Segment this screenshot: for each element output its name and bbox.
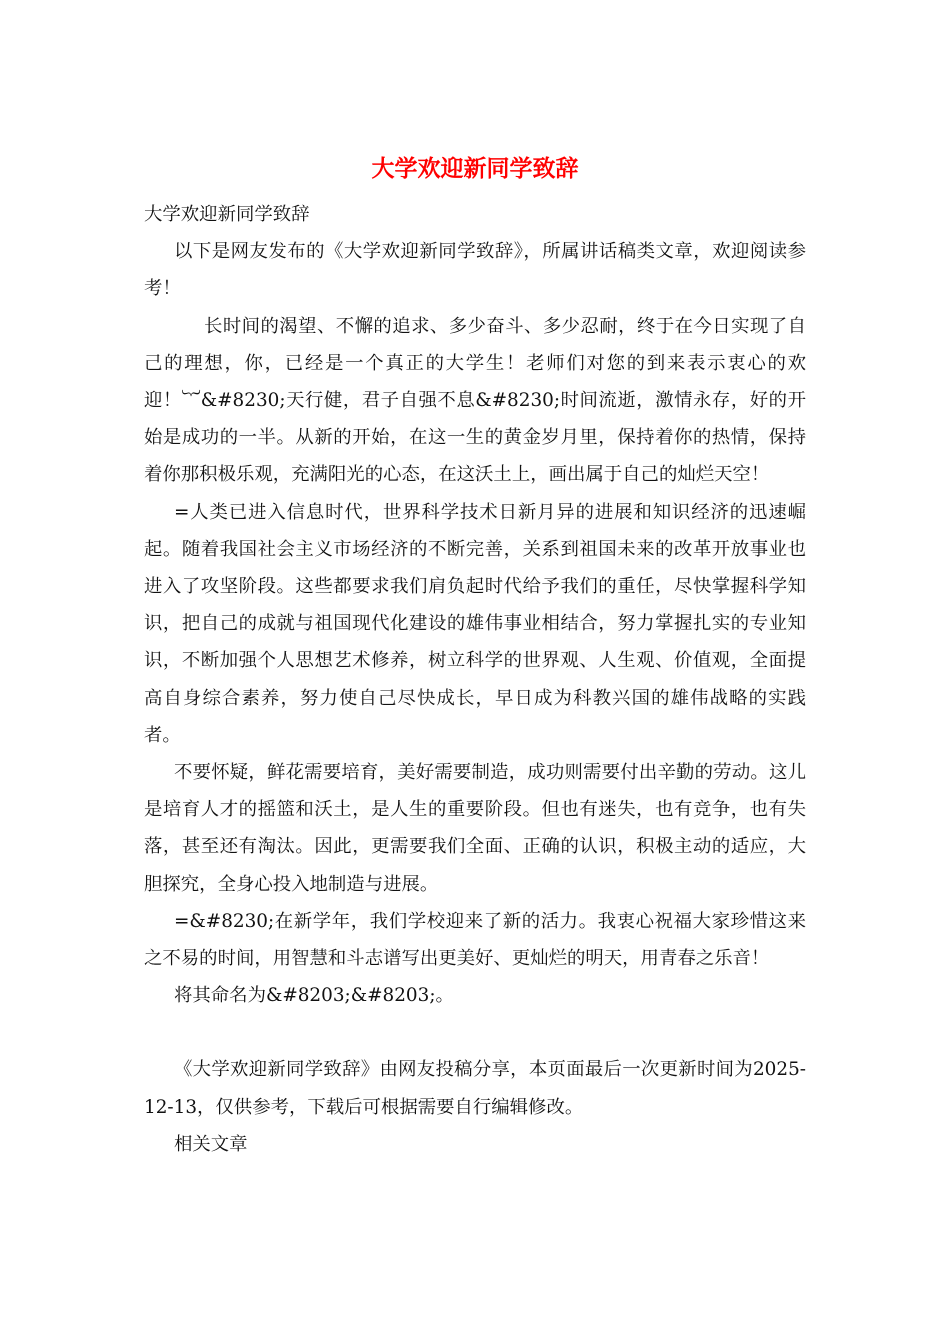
body-paragraph-1: 长时间的渴望、不懈的追求、多少奋斗、多少忍耐，终于在今日实现了自己的理想，你，已经是一个真正的大学生！老师们对您的到来表示衷心的欢迎！︸&#8230;天行健，君子自强不息&#8230;时间流逝，激情永存，好的开始是成功的一半。从新的开始，在这一生的黄金岁月里，保持着你的热情，保持着你那积极乐观，充满阳光的心态，在这沃土上，画出属于自己的灿烂天空！ — [144, 315, 806, 486]
document-body — [144, 196, 806, 1163]
body-paragraph-2: =人类已进入信息时代，世界科学技术日新月异的进展和知识经济的迅速崛起。随着我国社会主义市场经济的不断完善，关系到祖国未来的改革开放事业也进入了攻坚阶段。这些都要求我们肩负起时代给予我们的重任，尽快掌握科学知识，把自己的成就与祖国现代化建设的雄伟事业相结合，努力掌握扎实的专业知识，不断加强个人思想艺术修养，树立科学的世界观、人生观、价值观，全面提高自身综合素养，努力使自己尽快成长，早日成为科教兴国的雄伟战略的实践者。 — [144, 501, 806, 746]
body-paragraph-4: =&#8230;在新学年，我们学校迎来了新的活力。我衷心祝福大家珍惜这来之不易的时间，用智慧和斗志谱写出更美好、更灿烂的明天，用青春之乐音！ — [144, 910, 806, 970]
body-paragraph-5: 将其命名为&#8203;&#8203;。 — [174, 985, 454, 1007]
body-paragraph-3: 不要怀疑，鲜花需要培育，美好需要制造，成功则需要付出辛勤的劳动。这儿是培育人才的摇篮和沃土，是人生的重要阶段。但也有迷失，也有竞争，也有失落，甚至还有淘汰。因此，更需要我们全面、正确的认识，积极主动的适应，大胆探究，全身心投入地制造与进展。 — [144, 762, 806, 895]
footer-note: 《大学欢迎新同学致辞》由网友投稿分享，本页面最后一次更新时间为2025-12-13，仅供参考，下载后可根据需要自行编辑修改。 — [144, 1059, 806, 1118]
document-subtitle: 大学欢迎新同学致辞 — [144, 204, 310, 225]
related-articles-link[interactable]: 相关文章 — [174, 1133, 248, 1155]
intro-paragraph: 以下是网友发布的《大学欢迎新同学致辞》，所属讲话稿类文章，欢迎阅读参考！ — [144, 241, 806, 300]
document-title: 大学欢迎新同学致辞 — [371, 156, 579, 182]
spacer — [144, 1014, 806, 1051]
